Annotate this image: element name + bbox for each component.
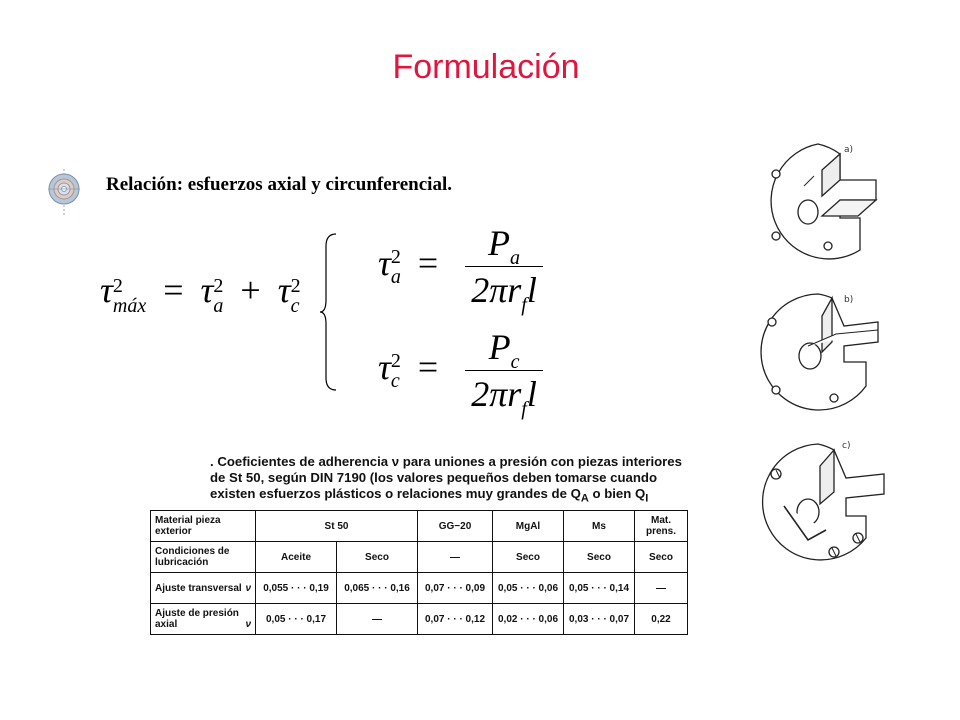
subscript-max: máx: [112, 294, 147, 317]
table-caption: . Coeficientes de adherencia ν para uniones a presión con piezas interiores de St 50, según DIN 7190 (los valores pequeños deben tomarse cuando existen esfuerzos plásticos o relaciones muy grandes de $Q_A$ o bien $Q_I$: [210, 454, 682, 505]
table-header-cell: Condiciones de lubricación: [151, 542, 256, 573]
numerator: $P_a$: [488, 223, 521, 269]
table-cell: Seco: [635, 542, 688, 573]
table-cell: 0,065 · · · 0,16: [337, 573, 418, 604]
equals-sign: =: [417, 242, 439, 283]
slide-title: Formulación: [392, 48, 580, 86]
part-drawing-a: [771, 144, 876, 259]
power: 2: [112, 274, 123, 297]
power: 2: [290, 274, 301, 297]
denominator: $2\pi r_fl$: [465, 266, 543, 311]
table-cell: 0,07 · · · 0,12: [418, 604, 493, 635]
bullet-text: Relación: esfuerzos axial y circunferencial.: [106, 174, 452, 195]
table-cell: 0,05 · · · 0,17: [256, 604, 337, 635]
table-cell: 0,03 · · · 0,07: [564, 604, 635, 635]
table-header-row: [151, 511, 688, 542]
table-row: [151, 604, 688, 635]
table-cell: 0,02 · · · 0,06: [493, 604, 564, 635]
left-brace: [318, 232, 338, 392]
numerator: $P_c$: [488, 327, 520, 373]
table-cell: 0,22: [635, 604, 688, 635]
plus-sign: +: [240, 270, 261, 310]
table-cell: —: [418, 542, 493, 573]
power: 2: [213, 274, 224, 297]
power: 2: [390, 349, 401, 372]
tau-symbol: τ: [277, 270, 291, 310]
table-header-cell: GG−20: [418, 511, 493, 542]
table-cell: 0,05 · · · 0,06: [493, 573, 564, 604]
subscript-c: c: [390, 369, 400, 392]
table-cell: —: [337, 604, 418, 635]
table-cell: Seco: [337, 542, 418, 573]
fraction: [465, 222, 543, 316]
tau-symbol: τ: [200, 270, 214, 310]
row-label: Ajuste de presión axial ν: [151, 604, 256, 635]
table-cell: 0,05 · · · 0,14: [564, 573, 635, 604]
tau-symbol: τ: [378, 242, 391, 283]
scanned-table-image: [146, 448, 694, 638]
table-cell: 0,055 · · · 0,19: [256, 573, 337, 604]
table-cell: 0,07 · · · 0,09: [418, 573, 493, 604]
part-drawing-c: [763, 444, 884, 560]
equals-sign: =: [163, 270, 184, 310]
table-header-cell: St 50: [256, 511, 418, 542]
fraction: [465, 326, 543, 420]
main-equation: [100, 270, 301, 317]
press-fit-drawings: [748, 136, 898, 576]
part-drawing-b: [761, 294, 878, 410]
tau-symbol: τ: [378, 346, 391, 387]
figure-label-a: a): [844, 145, 854, 155]
table-header-cell: Ms: [564, 511, 635, 542]
subscript-c: c: [290, 294, 300, 317]
table-header-cell: MgAl: [493, 511, 564, 542]
table-header-row: [151, 542, 688, 573]
row-label: Ajuste transversal ν: [151, 573, 256, 604]
table-header-cell: Mat. prens.: [635, 511, 688, 542]
subscript-a: a: [390, 265, 401, 288]
table-row: [151, 573, 688, 604]
denominator: $2\pi r_fl$: [465, 370, 543, 415]
table-header-cell: Material pieza exterior: [151, 511, 256, 542]
equals-sign: =: [417, 346, 439, 387]
tau-symbol: τ: [100, 270, 113, 310]
circumferential-equation: [378, 326, 543, 420]
table-cell: Seco: [493, 542, 564, 573]
table-cell: Aceite: [256, 542, 337, 573]
adhesion-coefficients-table: [150, 510, 688, 635]
subscript-a: a: [213, 294, 224, 317]
figure-label-b: b): [844, 295, 854, 305]
target-bullet-icon: [46, 169, 82, 215]
table-cell: —: [635, 573, 688, 604]
figure-label-c: c): [842, 441, 851, 451]
axial-equation: [378, 222, 543, 316]
table-cell: Seco: [564, 542, 635, 573]
power: 2: [390, 245, 401, 268]
